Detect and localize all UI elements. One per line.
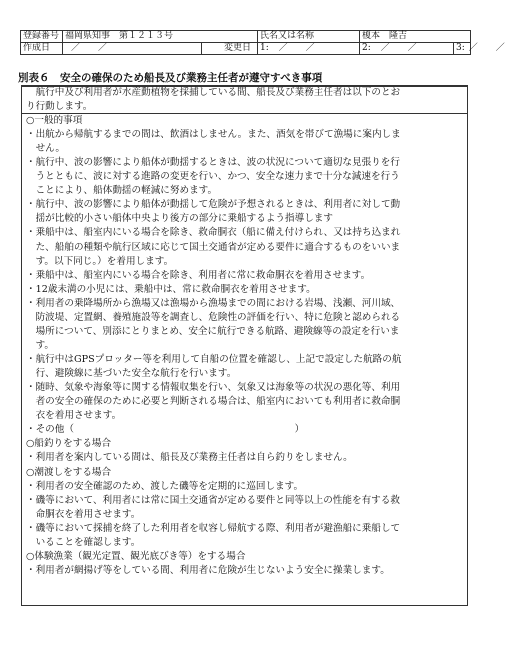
- section-heading: ○潮渡しをする場合: [26, 466, 112, 478]
- body-line: ことにより、船体動揺の軽減に努めます。: [26, 185, 218, 197]
- body-line: 命胴衣を着用させます。: [26, 508, 141, 520]
- body-line: た、船舶の種類や航行区域に応じて国土交通省が定める要件に適合するものをいいま: [26, 241, 401, 253]
- body-line: ・利用者の乗降場所から漁場又は漁場から漁場までの間における岩場、浅瀬、河川域、: [26, 297, 401, 309]
- changed-date-label: 変更日: [202, 43, 258, 55]
- body-line: 場所について、別添にとりまとめ、安全に航行できる航路、避険線等の設定を行いま: [26, 325, 400, 337]
- body-line: す。以下同じ。）を着用します。: [26, 255, 174, 267]
- registration-value: 福岡県知事 第１２１３号: [63, 31, 258, 43]
- change-3-value: ／ ／: [468, 43, 505, 53]
- section-heading: ○船釣りをする場合: [26, 438, 112, 450]
- body-line: せん。: [26, 143, 65, 155]
- body-line: ・利用者の安全確認のため、渡した磯等を定期的に巡回します。: [26, 480, 304, 492]
- body-line: ・航行中、波の影響により船体が動揺するときは、波の状況について適切な見張りを行: [26, 157, 400, 169]
- body-line: ・航行中、波の影響により船体が動揺して危険が予想されるときは、利用者に対して動: [26, 199, 401, 211]
- change-date-3: [454, 43, 505, 55]
- body-line: す。: [26, 339, 55, 351]
- section-heading: ○体験漁業（観光定置、観光底びき等）をする場合: [26, 550, 246, 562]
- body-line: ・磯等において採捕を終了した利用者を収容し帰航する際、利用者が避漁船に乗船して: [26, 522, 401, 534]
- body-line: 行、避険線に基づいた安全な航行を行います。: [26, 368, 237, 380]
- body-line: いることを確認します。: [26, 536, 141, 548]
- body-line: 衣を着用させます。: [26, 410, 122, 422]
- body-line: 航行中及び利用者が水産動植物を採捕している間、船長及び業務主任者は以下のとお: [26, 87, 401, 98]
- body-line: ・航行中はGPSプロッター等を利用して自船の位置を確認し、上記で設定した航路の航: [26, 354, 402, 366]
- change-3-label: 3:: [456, 43, 465, 53]
- body-line: ・出航から帰航するまでの間は、飲酒はしません。また、酒気を帯びて漁場に案内しま: [26, 129, 401, 141]
- section-heading: ○一般的事項: [26, 115, 83, 126]
- registration-label: 登録番号: [21, 31, 63, 43]
- name-value: 榎本 隆吉: [360, 31, 471, 43]
- created-date-value: ／ ／: [63, 43, 202, 55]
- body-line: 揺が比較的小さい船体中央より後方の部分に乗船するよう指導します: [26, 213, 333, 225]
- change-2-value: ／ ／: [380, 43, 417, 53]
- body-line: ・乗船中は、船室内にいる場合を除き、利用者に常に救命胴衣を着用させます。: [26, 269, 371, 281]
- body-line: ・利用者を案内している間は、船長及び業務主任者は自ら釣りをしません。: [26, 452, 353, 464]
- change-1-value: ／ ／: [278, 43, 315, 53]
- section-title: 別表６ 安全の確保のため船長及び業務主任者が遵守すべき事項: [18, 72, 323, 84]
- body-line: ・乗船中は、船室内にいる場合を除き、救命胴衣（船に備え付けられ、又は持ち込まれ: [26, 227, 401, 239]
- body-line: ・その他（ ）: [26, 424, 305, 436]
- body-line: り行動します。: [26, 101, 93, 112]
- change-date-2: [360, 43, 454, 55]
- created-date-label: 作成日: [21, 43, 63, 55]
- body-line: 防波堤、定置網、養殖施設等を調査し、危険性の評価を行い、特に危険と認められる: [26, 311, 401, 323]
- body-line: 者の安全の確保のために必要と判断される場合は、船室内においても利用者に救命胴: [26, 396, 401, 408]
- body-line: ・利用者が網揚げ等をしている間、利用者に危険が生じないよう安全に操業します。: [26, 564, 390, 576]
- name-label: 氏名又は名称: [258, 31, 360, 43]
- change-2-label: 2:: [362, 43, 371, 53]
- body-line: ・磯等において、利用者には常に国土交通省が定める要件と同等以上の性能を有する救: [26, 494, 400, 506]
- header-table: [20, 30, 505, 55]
- change-date-1: [258, 43, 360, 55]
- content-box: [21, 85, 468, 606]
- body-line: うとともに、波に対する進路の変更を行い、かつ、安全な速力まで十分な減速を行う: [26, 171, 400, 183]
- body-line: ・随時、気象や海象等に関する情報収集を行い、気象又は海象等の状況の悪化等、利用: [26, 382, 401, 394]
- body-line: ・12歳未満の小児には、乗船中は、常に救命胴衣を着用させます。: [26, 283, 316, 295]
- change-1-label: 1:: [260, 43, 269, 53]
